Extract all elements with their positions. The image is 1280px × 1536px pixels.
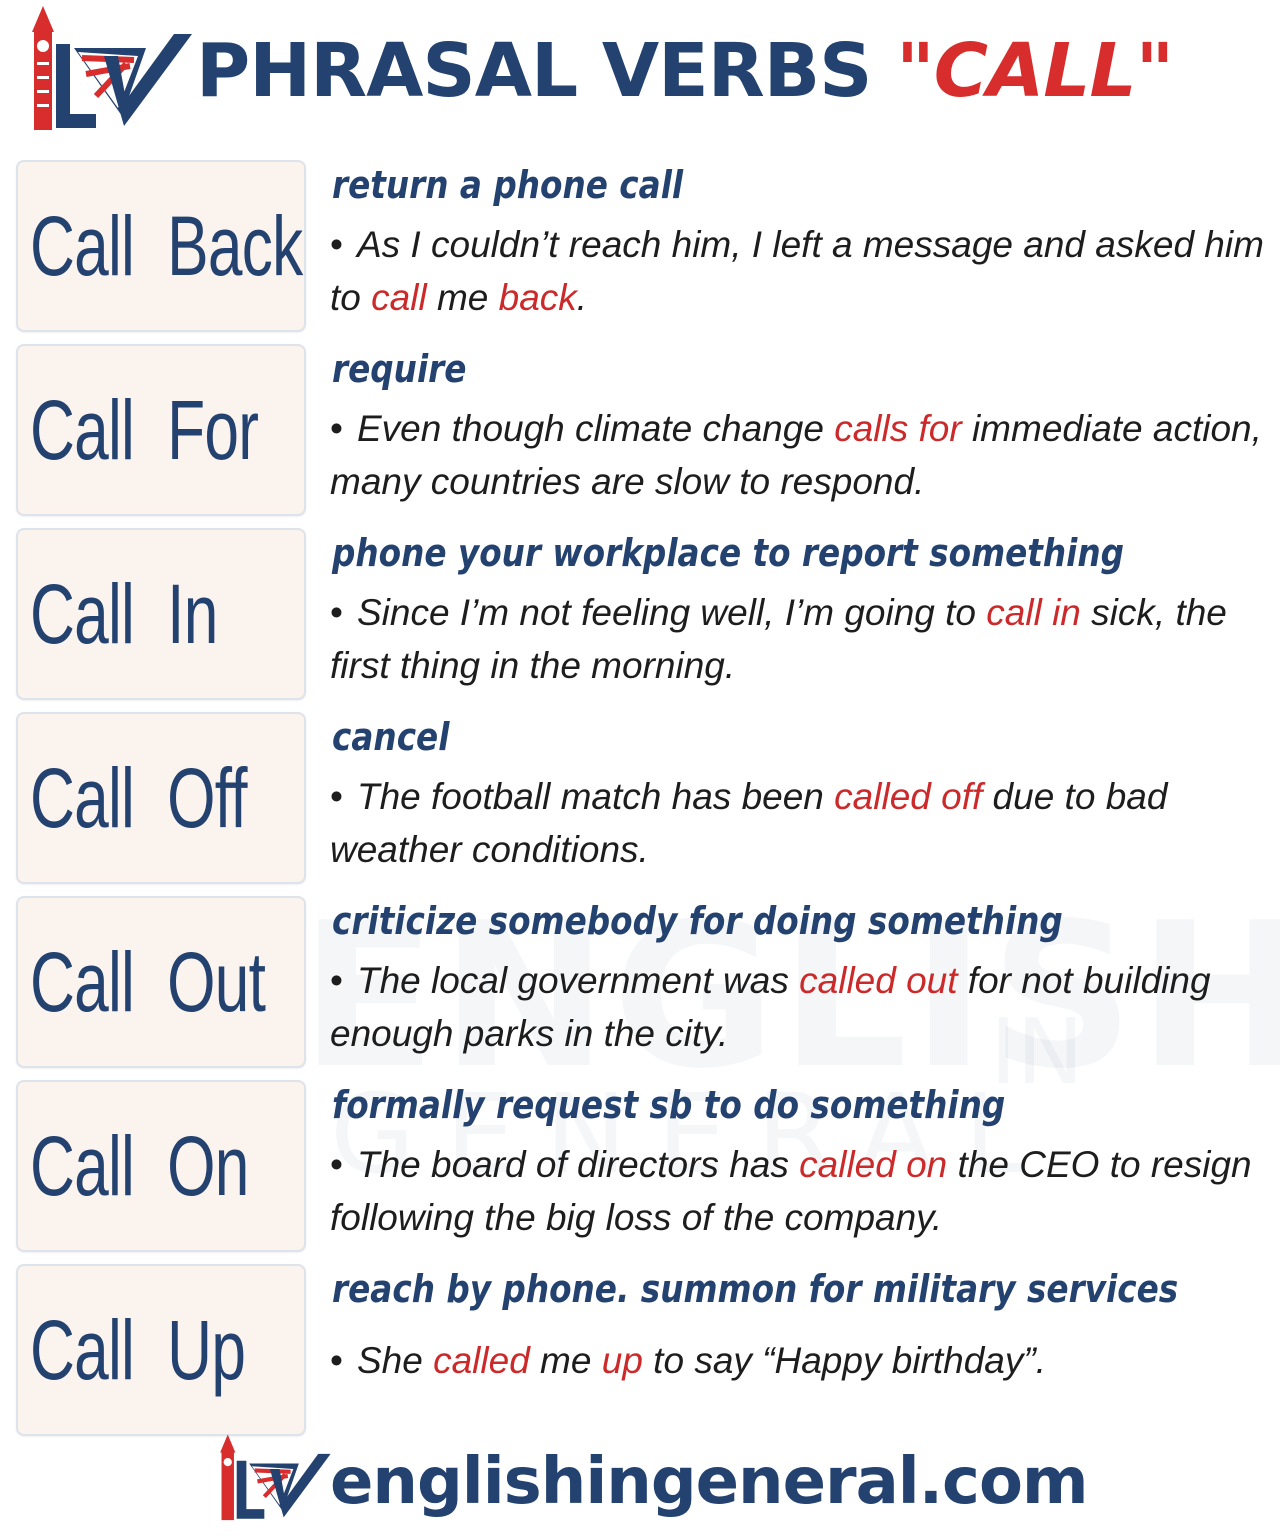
verb-meaning: phone your workplace to report something (332, 531, 1125, 575)
footer-logo-icon (216, 1432, 332, 1524)
verb-meaning: reach by phone. summon for military services (332, 1267, 1179, 1311)
example-text: the CEO to resign following the big loss of the company. (330, 1144, 1252, 1238)
phrasal-verb: Call Out (30, 935, 266, 1029)
page-title (196, 26, 1173, 116)
bullet-icon: • (330, 1340, 343, 1381)
highlighted-verb: back (498, 277, 577, 318)
highlighted-verb: up (601, 1340, 643, 1381)
example-text: for not building enough parks in the city. (330, 960, 1211, 1054)
verb-meaning: require (332, 347, 467, 391)
bullet-icon: • (330, 1144, 343, 1185)
verb-row (0, 712, 1280, 884)
header (0, 0, 1280, 150)
highlighted-verb: called out (799, 960, 958, 1001)
phrasal-verb: Call For (30, 383, 259, 477)
bullet-icon: • (330, 960, 343, 1001)
example-text: She (356, 1340, 434, 1381)
verb-meaning: formally request sb to do something (332, 1083, 1006, 1127)
bullet-icon: • (330, 592, 343, 633)
verb-box (16, 1080, 306, 1252)
phrasal-verb: Call Off (30, 751, 247, 845)
example-text: immediate action, many countries are slow to respond. (330, 408, 1262, 502)
verb-box (16, 160, 306, 332)
title-call: "CALL" (896, 28, 1174, 114)
verb-row (0, 1080, 1280, 1252)
highlighted-verb: call in (986, 592, 1081, 633)
example-text: me (529, 1340, 602, 1381)
example-sentence (330, 1138, 1270, 1244)
verb-row (0, 344, 1280, 516)
example-text: Since I’m not feeling well, I’m going to (356, 592, 987, 633)
bullet-icon: • (330, 224, 343, 265)
example-sentence (330, 1334, 1270, 1387)
phrasal-verb: Call Up (30, 1303, 246, 1397)
example-text: due to bad weather conditions. (330, 776, 1168, 870)
verb-row (0, 528, 1280, 700)
example-text: . (576, 277, 588, 318)
example-sentence (330, 402, 1270, 508)
verb-row (0, 896, 1280, 1068)
website-url[interactable]: englishingeneral.com (330, 1445, 1088, 1519)
verb-row (0, 160, 1280, 332)
example-text: me (426, 277, 499, 318)
verb-box (16, 528, 306, 700)
example-sentence (330, 218, 1270, 324)
example-text: The board of directors has (356, 1144, 800, 1185)
brand-logo-icon (26, 4, 194, 134)
verb-box (16, 712, 306, 884)
highlighted-verb: calls for (834, 408, 962, 449)
verb-row (0, 1264, 1280, 1436)
phrasal-verb: Call Back (30, 199, 303, 293)
example-text: Even though climate change (356, 408, 835, 449)
verb-box (16, 1264, 306, 1436)
example-sentence (330, 770, 1270, 876)
footer (216, 1428, 1088, 1528)
example-sentence (330, 954, 1270, 1060)
example-text: to say “Happy birthday”. (642, 1340, 1046, 1381)
verb-box (16, 896, 306, 1068)
highlighted-verb: call (371, 277, 427, 318)
example-text: As I couldn’t reach him, I left a message and asked him to (330, 224, 1264, 318)
highlighted-verb: called off (834, 776, 983, 817)
example-text: The football match has been (356, 776, 835, 817)
bullet-icon: • (330, 408, 343, 449)
verb-meaning: return a phone call (332, 163, 684, 207)
phrasal-verb: Call On (30, 1119, 249, 1213)
example-text: The local government was (356, 960, 800, 1001)
example-sentence (330, 586, 1270, 692)
phrasal-verb: Call In (30, 567, 218, 661)
verb-meaning: cancel (332, 715, 450, 759)
verb-meaning: criticize somebody for doing something (332, 899, 1063, 943)
verb-box (16, 344, 306, 516)
bullet-icon: • (330, 776, 343, 817)
title-main: PHRASAL VERBS (196, 28, 897, 114)
highlighted-verb: called (433, 1340, 530, 1381)
highlighted-verb: called on (799, 1144, 948, 1185)
example-text: sick, the first thing in the morning. (330, 592, 1227, 686)
